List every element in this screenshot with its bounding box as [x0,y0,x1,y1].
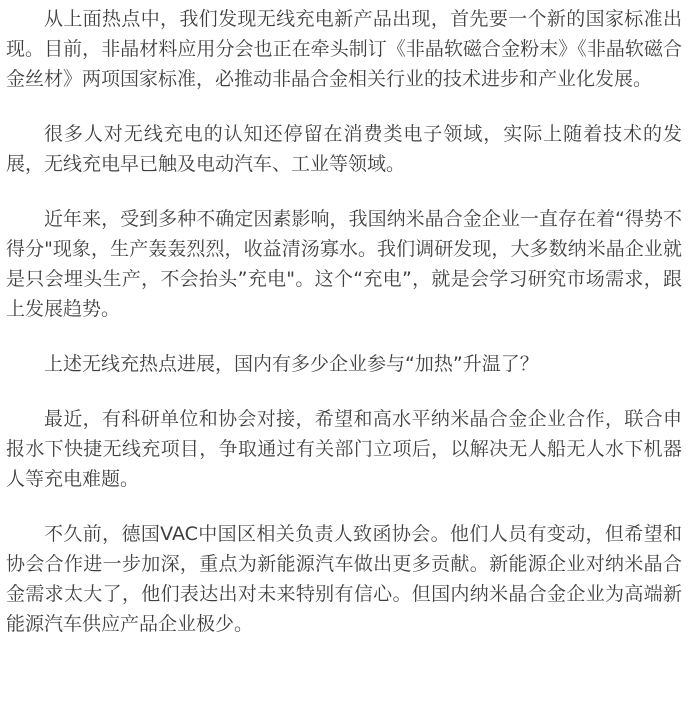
paragraph-5: 最近，有科研单位和协会对接，希望和高水平纳米晶合金企业合作，联合申报水下快捷无线充项目，争取通过有关部门立项后，以解决无人船无人水下机器人等充电难题。 [6,408,682,490]
paragraph-1: 从上面热点中，我们发现无线充电新产品出现，首先要一个新的国家标准出现。目前，非晶材料应用分会也正在牵头制订《非晶软磁合金粉末》《非晶软磁合金丝材》两项国家标准，必推动非晶合金相关行业的技术进步和产业化发展。 [6,8,682,90]
paragraph-2: 很多人对无线充电的认知还停留在消费类电子领域，实际上随着技术的发展，无线充电早已触及电动汽车、工业等领域。 [6,123,682,175]
paragraph-3: 近年来，受到多种不确定因素影响，我国纳米晶合金企业一直存在着“得势不得分"现象，生产轰轰烈烈，收益清汤寡水。我们调研发现，大多数纳米晶企业就是只会埋头生产，不会抬头”充电"。这个“充电”，就是会学习研究市场需求，跟上发展趋势。 [6,208,682,320]
paragraph-4: 上述无线充热点进展，国内有多少企业参与“加热”升温了？ [44,353,539,375]
article-body [6,4,682,639]
paragraph-6: 不久前，德国VAC中国区相关负责人致函协会。他们人员有变动，但希望和协会合作进一步加深，重点为新能源汽车做出更多贡献。新能源企业对纳米晶合金需求太大了，他们表达出对未来特别有信心。但国内纳米晶合金企业为高端新能源汽车供应产品企业极少。 [6,523,682,635]
